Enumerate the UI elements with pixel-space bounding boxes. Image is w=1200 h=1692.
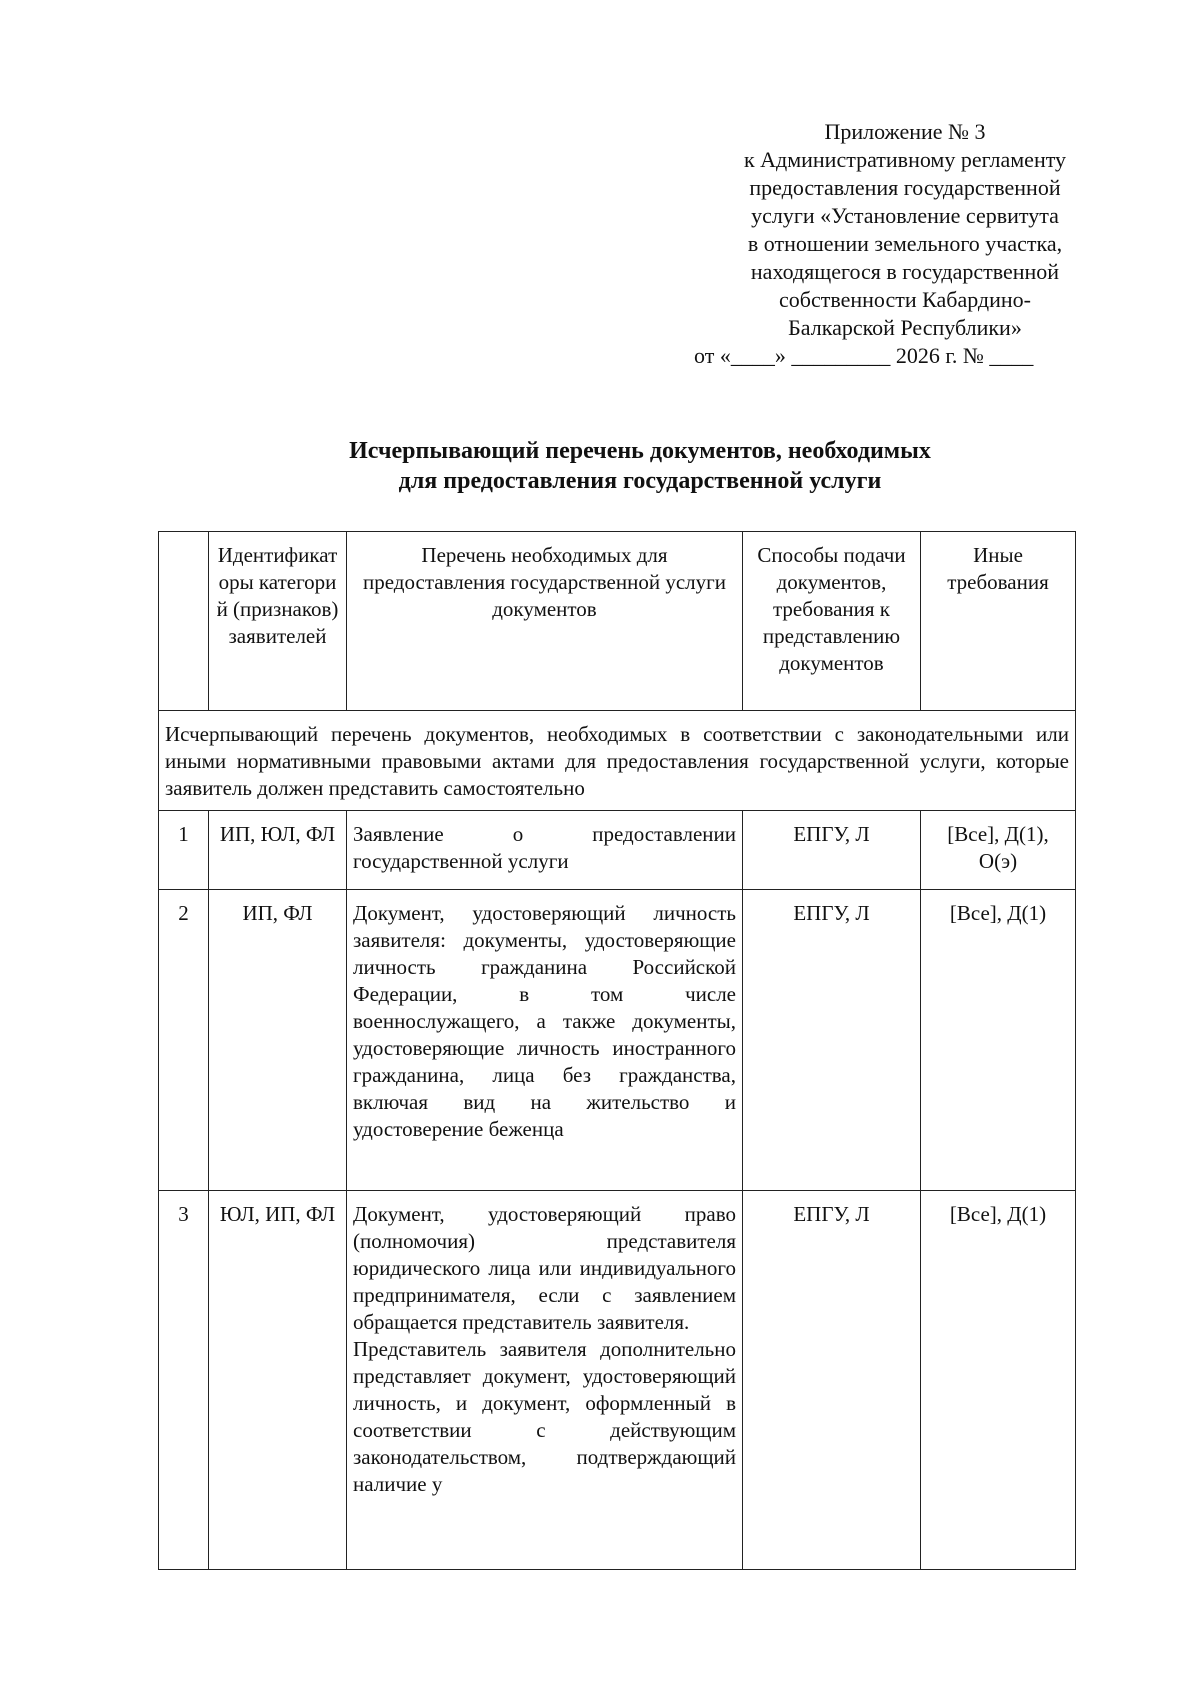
row-submission: ЕПГУ, Л — [743, 890, 921, 1191]
row-num: 2 — [159, 890, 209, 1191]
appendix-line: Приложение № 3 — [824, 119, 986, 144]
row-categories: ЮЛ, ИП, ФЛ — [209, 1191, 347, 1570]
table-header-row — [159, 532, 1076, 711]
row-other: [Все], Д(1) — [921, 1191, 1076, 1570]
appendix-line: собственности Кабардино- — [779, 287, 1031, 312]
appendix-line: в отношении земельного участка, — [747, 231, 1063, 256]
header-other: Иные требования — [921, 532, 1076, 711]
appendix-line: Балкарской Республики» — [788, 315, 1022, 340]
title-line-2: для предоставления государственной услуги — [398, 468, 882, 494]
appendix-header — [694, 118, 1110, 370]
appendix-line: к Административному регламенту — [743, 147, 1067, 172]
row-submission: ЕПГУ, Л — [743, 811, 921, 890]
row-submission: ЕПГУ, Л — [743, 1191, 921, 1570]
appendix-date-line: от «____» _________ 2026 г. № ____ — [694, 343, 1034, 368]
header-num — [159, 532, 209, 711]
table-row — [159, 890, 1076, 1191]
table-row — [159, 1191, 1076, 1570]
header-documents: Перечень необходимых для предоставления государственной услуги документов — [347, 532, 743, 711]
row-document: Документ, удостоверяющий право (полномочия) представителя юридического лица или индивидуального предпринимателя, если с заявлением обращается представитель заявителя. Представитель заявителя дополнительно представляет документ, удостоверяющий личность, и документ, оформленный в соответствии с действующим законодательством, подтверждающий наличие у — [347, 1191, 743, 1570]
row-other: [Все], Д(1) — [921, 890, 1076, 1191]
row-num: 3 — [159, 1191, 209, 1570]
title-line-1: Исчерпывающий перечень документов, необходимых — [349, 438, 931, 464]
document-title — [150, 436, 1130, 496]
table-row — [159, 811, 1076, 890]
row-categories: ИП, ФЛ — [209, 890, 347, 1191]
header-submission: Способы подачи документов, требования к представлению документов — [743, 532, 921, 711]
appendix-line: предоставления государственной — [749, 175, 1061, 200]
row-document: Документ, удостоверяющий личность заявителя: документы, удостоверяющие личность гражданина Российской Федерации, в том числе военнослужащего, а также документы, удостоверяющие личность иностранного гражданина, лица без гражданства, включая вид на жительство и удостоверение беженца — [347, 890, 743, 1191]
header-categories: Идентификаторы категорий (признаков) заявителей — [209, 532, 347, 711]
appendix-line: услуги «Установление сервитута — [751, 203, 1059, 228]
row-document: Заявление о предоставлении государственной услуги — [347, 811, 743, 890]
row-other: [Все], Д(1), О(э) — [921, 811, 1076, 890]
documents-table — [158, 531, 1076, 1570]
appendix-line: находящегося в государственной — [750, 259, 1060, 284]
section-title: Исчерпывающий перечень документов, необходимых в соответствии с законодательными или иными нормативными правовыми актами для предоставления государственной услуги, которые заявитель должен представить самостоятельно — [159, 711, 1076, 811]
row-num: 1 — [159, 811, 209, 890]
row-categories: ИП, ЮЛ, ФЛ — [209, 811, 347, 890]
section-row — [159, 711, 1076, 811]
